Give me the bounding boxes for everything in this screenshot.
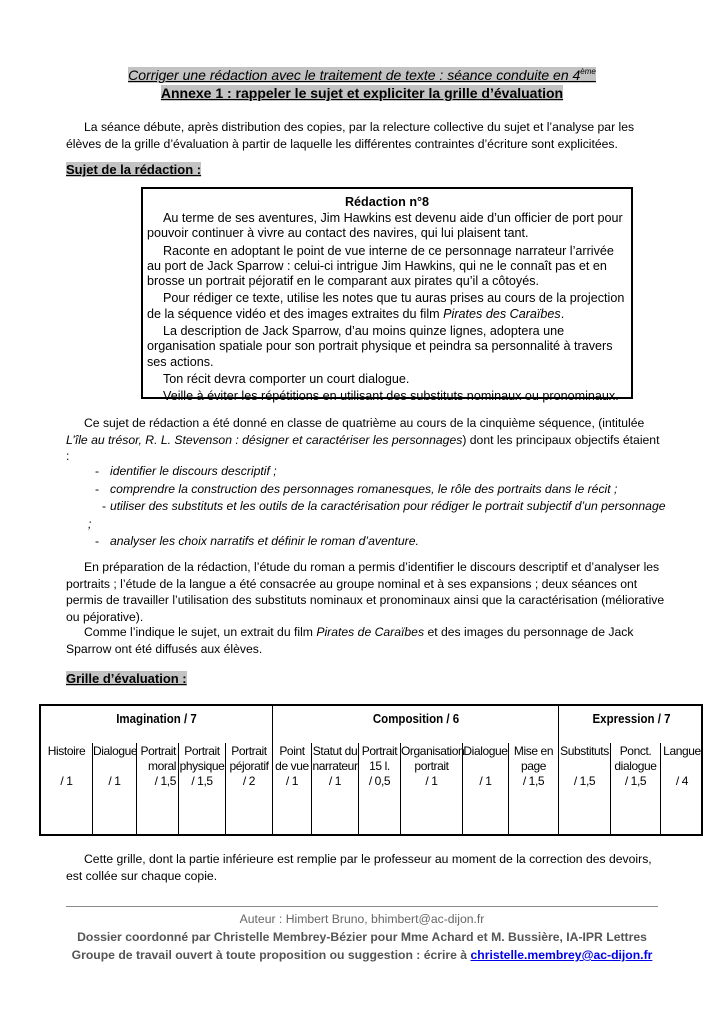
sujet-heading: Sujet de la rédaction : xyxy=(66,162,202,177)
grid-column-portrait-15-lignes: Portrait 15 l. / 0,5 xyxy=(361,744,398,788)
annex-title xyxy=(0,85,724,102)
context-paragraph-3: Comme l’indique le sujet, un extrait du film Pirates de Caraïbes et des images du personnage de Jack Sparrow ont été diffusés aux élèves. xyxy=(66,625,634,656)
grid-note: Cette grille, dont la partie inférieure est remplie par le professeur au moment de la correction des devoirs, est collée sur chaque copie. xyxy=(66,852,652,883)
group-header-composition: Composition / 6 xyxy=(372,712,460,726)
group-header-imagination: Imagination / 7 xyxy=(116,712,197,726)
grid-column-statut-narrateur: Statut du narrateur / 1 xyxy=(312,744,358,788)
document-title-text: Corriger une rédaction avec le traitement de texte : séance conduite en 4ème xyxy=(128,67,596,83)
grid-column-dialogue: Dialogue / 1 xyxy=(93,744,138,788)
grid-column-organisation-portrait: Organisation portrait / 1 xyxy=(401,744,465,788)
sujet-paragraph: Pour rédiger ce texte, utilise les notes que tu auras prises au cours de la projection de la séquence vidéo et des images extraites du film Pirates des Caraïbes. xyxy=(147,291,625,321)
sujet-box xyxy=(141,187,633,404)
sujet-paragraph: Au terme de ses aventures, Jim Hawkins est devenu aide d’un officier de port pour pouvoir continuer à vivre au contact des navires, qui lui plaisent tant. xyxy=(147,211,623,241)
objective-item: - utiliser des substituts et les outils de la caractérisation pour rédiger le portrait subjectif d’un personnage ; xyxy=(88,499,666,531)
objective-item: - identifier le discours descriptif ; xyxy=(95,464,277,478)
grille-heading: Grille d’évaluation : xyxy=(66,671,187,686)
grid-column-ponctuation-dialogue: Ponct. dialogue / 1,5 xyxy=(614,744,657,788)
evaluation-grid xyxy=(39,704,703,836)
grid-column-portrait-pejoratif: Portrait péjoratif / 2 xyxy=(229,744,269,788)
context-paragraph-2: En préparation de la rédaction, l’étude du roman a permis d’identifier le discours descriptif et d’analyser les portraits ; l’étude de la langue a été consacrée au groupe nominal et à ses expansions ; deux séances ont permis de travailler l’utilisation des substituts nominaux et pronominaux ainsi que la caractérisation (méliorative ou péjorative). xyxy=(66,560,665,624)
grid-column-histoire: Histoire / 1 xyxy=(47,744,86,788)
grid-column-portrait-moral: Portrait moral / 1,5 xyxy=(140,744,176,788)
sequence-title: L’île au trésor, R. L. Stevenson : désigner et caractériser les personnages xyxy=(66,432,463,447)
footer-author: Auteur : Himbert Bruno, bhimbert@ac-dijon.fr xyxy=(239,912,485,926)
grid-column-dialogue-composition: Dialogue / 1 xyxy=(463,744,508,788)
footer-contact: Groupe de travail ouvert à toute proposition ou suggestion : écrire à christelle.membrey@ac-dijon.fr xyxy=(71,948,653,962)
grid-column-portrait-physique: Portrait physique / 1,5 xyxy=(179,744,225,788)
sujet-paragraph: Raconte en adoptant le point de vue interne de ce personnage narrateur l’arrivée au port de Jack Sparrow : celui-ci intrigue Jim Hawkins, qui ne le connaît pas et en brosse un portrait péjoratif en le comparant aux pirates qu’il a côtoyés. xyxy=(147,243,614,289)
document-title xyxy=(0,67,724,84)
grid-column-mise-en-page: Mise en page / 1,5 xyxy=(513,744,554,788)
film-title: Pirates de Caraïbes xyxy=(316,625,425,639)
context-paragraph-1: Ce sujet de rédaction a été donné en classe de quatrième au cours de la cinquième séquence, (intitulée L’île au trésor, R. L. Stevenson : désigner et caractériser les personnages) dont les principaux objectifs étaient : xyxy=(66,416,660,463)
intro-paragraph: La séance débute, après distribution des copies, par la relecture collective du sujet et l’analyse par les élèves de la grille d’évaluation à partir de laquelle les différentes contraintes d’écriture sont explicitées. xyxy=(66,120,635,151)
redaction-title: Rédaction n°8 xyxy=(344,195,430,209)
objective-item: - analyser les choix narratifs et définir le roman d’aventure. xyxy=(95,534,419,548)
objective-item: - comprendre la construction des personnages romanesques, le rôle des portraits dans le récit ; xyxy=(95,481,618,496)
contact-email-link[interactable]: christelle.membrey@ac-dijon.fr xyxy=(470,948,653,962)
annex-title-text: Annexe 1 : rappeler le sujet et expliciter la grille d’évaluation xyxy=(160,85,564,101)
grid-column-point-de-vue: Point de vue / 1 xyxy=(275,744,309,788)
group-header-expression: Expression / 7 xyxy=(592,712,671,726)
sujet-paragraph: Ton récit devra comporter un court dialogue. xyxy=(163,371,410,386)
grid-column-langue: Langue / 4 xyxy=(663,744,701,788)
grid-column-substituts: Substituts / 1,5 xyxy=(560,744,609,788)
footer-divider xyxy=(66,906,658,907)
footer-coordination: Dossier coordonné par Christelle Membrey-Bézier pour Mme Achard et M. Bussière, IA-IPR Lettres xyxy=(77,930,647,944)
sujet-paragraph: Veille à éviter les répétitions en utilisant des substituts nominaux ou pronominaux. xyxy=(163,389,619,404)
objectives-list xyxy=(66,463,666,551)
film-title: Pirates des Caraïbes xyxy=(443,306,561,321)
sujet-paragraph: La description de Jack Sparrow, d’au moins quinze lignes, adoptera une organisation spatiale pour son portrait physique et peindra sa personnalité à travers ses actions. xyxy=(147,324,613,369)
